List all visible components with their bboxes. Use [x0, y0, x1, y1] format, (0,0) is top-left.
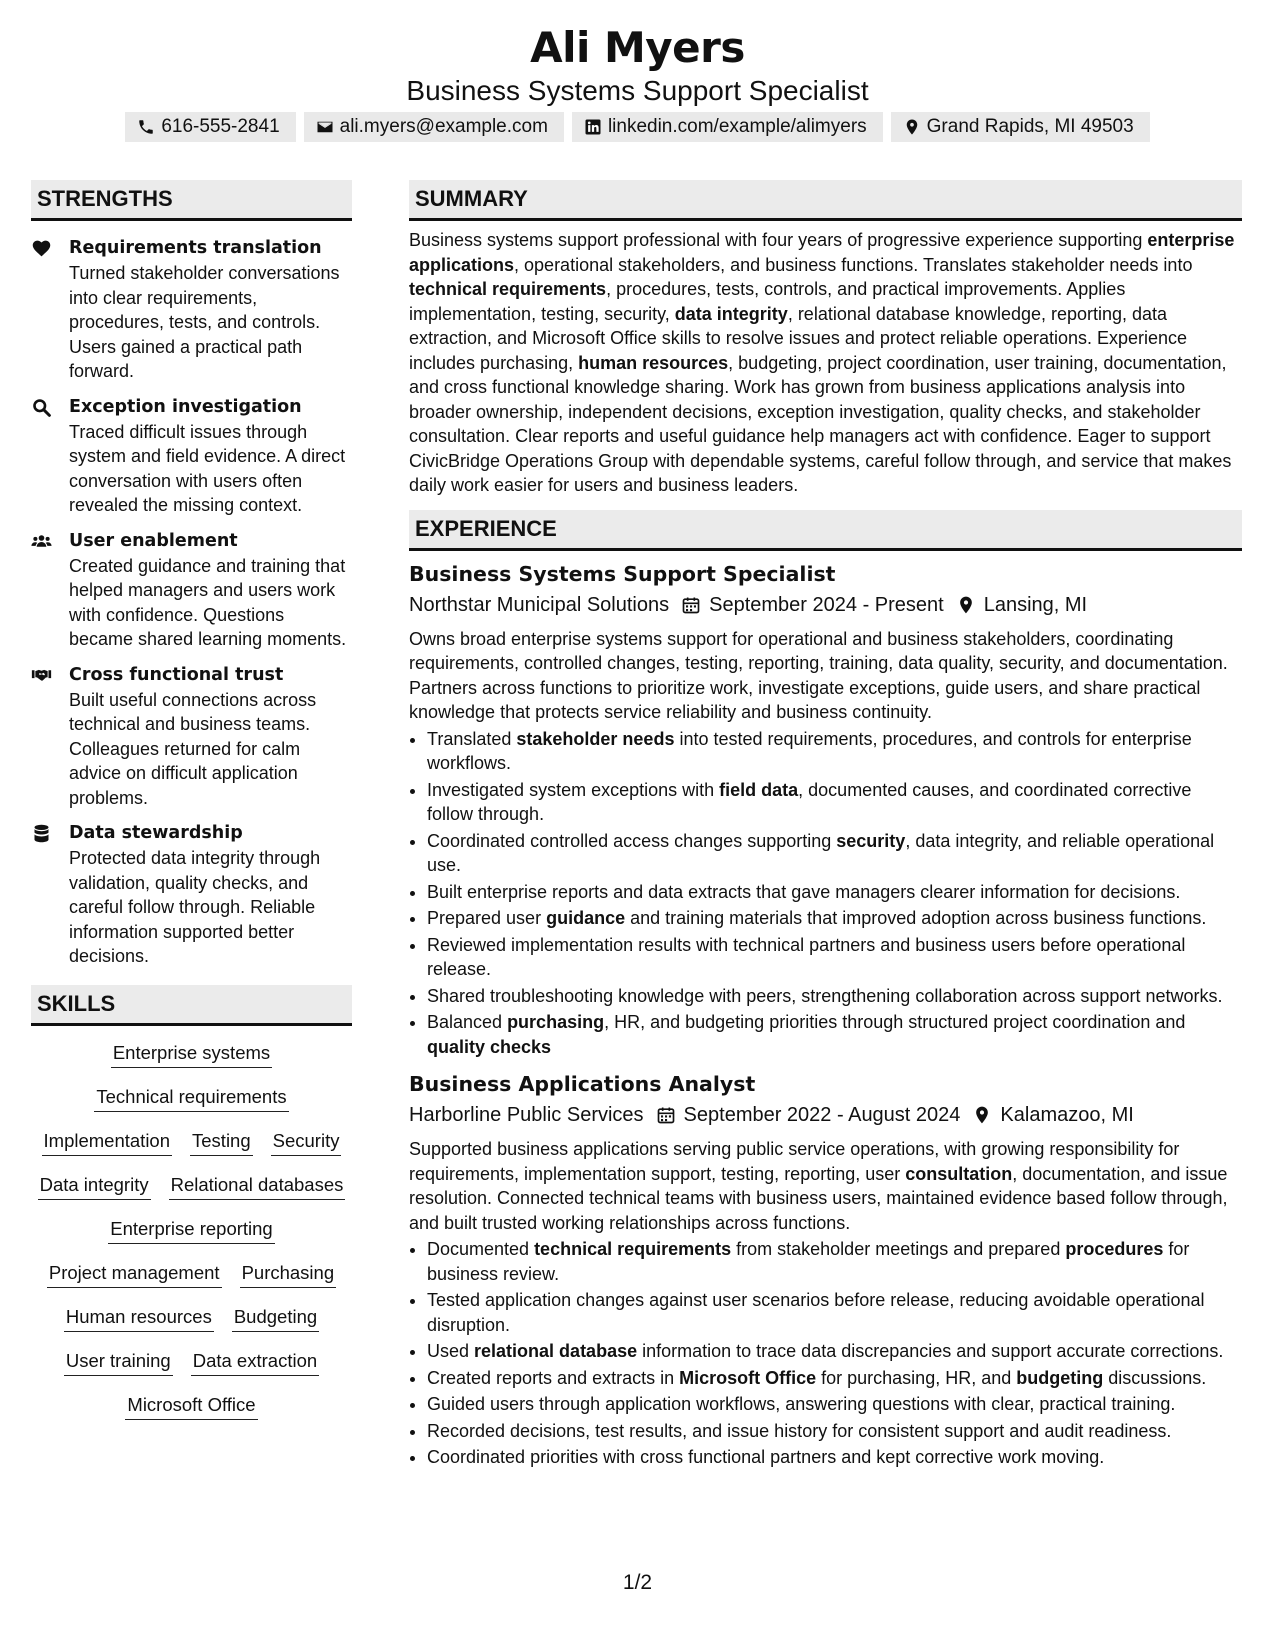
skill-tag: Security: [271, 1128, 342, 1156]
skill-tag: Implementation: [42, 1128, 172, 1156]
skill-row: [31, 1172, 352, 1200]
skill-tag: Enterprise reporting: [108, 1216, 274, 1244]
strength-item: [31, 820, 352, 969]
skill-row: [31, 1128, 352, 1156]
contact-phone[interactable]: [125, 112, 295, 142]
job-company: Northstar Municipal Solutions: [409, 593, 670, 616]
candidate-name: Ali Myers: [530, 23, 745, 72]
page-number: 1/2: [622, 1571, 653, 1594]
job-bullet: • Used relational database information to trace data discrepancies and support accurate corrections.: [427, 1339, 1242, 1364]
strength-item: [31, 394, 352, 518]
job-desc: Owns broad enterprise systems support for operational and business stakeholders, coordinating requirements, controlled changes, testing, reporting, training, data quality, security, and documentation. Partners across functions to prioritize work, investigate exceptions, guide users, and share practical knowledge that protects service reliability and business continuity.: [409, 628, 1228, 722]
skill-tag: Relational databases: [169, 1172, 346, 1200]
summary-heading: SUMMARY: [409, 180, 1242, 221]
skill-row: [31, 1216, 352, 1244]
contact-location: [891, 112, 1150, 142]
phone-icon: [137, 118, 155, 136]
job-entry: [409, 1069, 1242, 1470]
job-bullet: • Reviewed implementation results with technical partners and business users before operational release.: [427, 933, 1242, 982]
right-column: [409, 180, 1242, 1472]
strength-title: Exception investigation: [69, 396, 302, 417]
job-bullet: • Shared troubleshooting knowledge with peers, strengthening collaboration across support networks.: [427, 984, 1242, 1009]
job-company: Harborline Public Services: [409, 1104, 644, 1126]
skill-tag: Project management: [47, 1260, 222, 1288]
job-bullet: • Created reports and extracts in Microsoft Office for purchasing, HR, and budgeting discussions.: [427, 1366, 1242, 1391]
job-meta: [409, 589, 1242, 621]
skill-tag: Technical requirements: [94, 1084, 288, 1112]
job-bullet: • Prepared user guidance and training materials that improved adoption across business functions.: [427, 906, 1242, 931]
job-bullet: • Balanced purchasing, HR, and budgeting priorities through structured project coordination and quality checks: [427, 1010, 1242, 1059]
summary-text: Business systems support professional with four years of progressive experience supporting enterprise applications, operational stakeholders, and business functions. Translates stakeholder needs into technical requirements, procedures, tests, controls, and practical improvements. Applies implementation, testing, security, data integrity, relational database knowledge, reporting, data extraction, and Microsoft Office skills to resolve issues and protect reliable operations. Experience includes purchasing, human resources, budgeting, project coordination, user training, documentation, and cross functional knowledge sharing. Work has grown from business applications analysis into broader ownership, independent decisions, exception investigation, quality checks, and stakeholder consultation. Clear reports and useful guidance help managers act with confidence. Eager to support CivicBridge Operations Group with dependable systems, careful follow through, and service that makes daily work easier for users and business leaders.: [409, 230, 1235, 495]
job-bullet: • Tested application changes against user scenarios before release, reducing avoidable operational disruption.: [427, 1288, 1242, 1337]
contact-location-text: Grand Rapids, MI 49503: [926, 116, 1134, 137]
strength-item: [31, 662, 352, 811]
left-column: [31, 180, 352, 1436]
job-bullets: [409, 727, 1242, 1060]
strength-desc: Created guidance and training that helped managers and users work with confidence. Questions became shared learning moments.: [69, 555, 347, 649]
strength-title: Requirements translation: [69, 238, 322, 258]
skill-row: [31, 1084, 352, 1112]
contact-phone-text: 616-555-2841: [161, 116, 280, 137]
strengths-heading: STRENGTHS: [31, 180, 352, 221]
job-desc: Supported business applications serving public service operations, with growing responsibility for requirements, implementation support, testing, reporting, user consultation, documentation, and issue resolution. Connected technical teams with business users, maintained evidence based follow through, and built trusted working relationships across functions.: [409, 1139, 1228, 1233]
strength-desc: Built useful connections across technical and business teams. Colleagues returned for calm advice on difficult application problems.: [69, 689, 317, 808]
job-location: Kalamazoo, MI: [1000, 1104, 1134, 1126]
skill-row: [31, 1348, 352, 1376]
calendar-icon: [656, 1105, 676, 1125]
job-meta: [409, 1099, 1242, 1131]
candidate-title: Business Systems Support Specialist: [406, 75, 869, 106]
job-title: Business Systems Support Specialist: [409, 561, 836, 586]
contact-email[interactable]: [304, 112, 564, 142]
contact-linkedin-text: linkedin.com/example/alimyers: [607, 116, 867, 137]
skills-heading: SKILLS: [31, 985, 352, 1026]
skill-tag: Purchasing: [240, 1260, 337, 1288]
skill-tag: Budgeting: [232, 1304, 319, 1332]
skill-tag: Enterprise systems: [111, 1040, 272, 1068]
strength-title: User enablement: [69, 530, 238, 551]
job-title: Business Applications Analyst: [409, 1072, 756, 1096]
skill-row: [31, 1040, 352, 1068]
contact-bar: [0, 112, 1275, 142]
job-location: Lansing, MI: [983, 593, 1088, 616]
job-bullet: • Recorded decisions, test results, and issue history for consistent support and audit readiness.: [427, 1419, 1242, 1444]
skill-tag: User training: [64, 1348, 173, 1376]
skill-row: [31, 1260, 352, 1288]
search-icon: [31, 397, 52, 418]
handshake-icon: [31, 665, 52, 686]
job-bullet: • Built enterprise reports and data extracts that gave managers clearer information for decisions.: [427, 880, 1242, 905]
location-icon: [956, 595, 976, 615]
contact-linkedin[interactable]: [572, 112, 883, 142]
strength-item: [31, 235, 352, 384]
calendar-icon: [681, 595, 701, 615]
skill-tag: Microsoft Office: [125, 1392, 257, 1420]
heart-icon: [31, 238, 52, 259]
strengths-list: [31, 235, 352, 969]
job-bullets: [409, 1237, 1242, 1470]
location-icon: [903, 118, 921, 136]
skills-list: [31, 1040, 352, 1420]
strength-title: Data stewardship: [69, 823, 243, 843]
linkedin-icon: [584, 118, 602, 136]
users-icon: [31, 531, 52, 552]
job-dates: September 2022 - August 2024: [683, 1104, 961, 1126]
job-bullet: • Guided users through application workflows, answering questions with clear, practical training.: [427, 1392, 1242, 1417]
strength-desc: Turned stakeholder conversations into clear requirements, procedures, tests, and controls. Users gained a practical path forward.: [69, 263, 340, 381]
contact-email-text: ali.myers@example.com: [339, 116, 548, 137]
job-bullet: • Investigated system exceptions with field data, documented causes, and coordinated corrective follow through.: [427, 778, 1242, 827]
skill-tag: Data integrity: [38, 1172, 151, 1200]
job-bullet: • Coordinated controlled access changes supporting security, data integrity, and reliable operational use.: [427, 829, 1242, 878]
experience-heading: EXPERIENCE: [409, 510, 1242, 551]
job-bullet: • Coordinated priorities with cross functional partners and kept corrective work moving.: [427, 1445, 1242, 1470]
skill-row: [31, 1392, 352, 1420]
skill-tag: Data extraction: [191, 1348, 319, 1376]
strength-desc: Traced difficult issues through system and field evidence. A direct conversation with users often revealed the missing context.: [69, 421, 346, 515]
job-bullet: • Documented technical requirements from stakeholder meetings and prepared procedures for business review.: [427, 1237, 1242, 1286]
location-icon: [972, 1105, 992, 1125]
job-dates: September 2024 - Present: [709, 593, 944, 616]
database-icon: [31, 823, 52, 844]
skill-row: [31, 1304, 352, 1332]
strength-desc: Protected data integrity through validation, quality checks, and careful follow through. Reliable information supported better decisions.: [69, 848, 321, 966]
job-bullet: • Translated stakeholder needs into tested requirements, procedures, and controls for enterprise workflows.: [427, 727, 1242, 776]
strength-item: [31, 528, 352, 652]
skill-tag: Testing: [190, 1128, 253, 1156]
job-entry: [409, 559, 1242, 1060]
strength-title: Cross functional trust: [69, 664, 284, 685]
resume-header: [0, 0, 1275, 142]
skill-tag: Human resources: [64, 1304, 214, 1332]
email-icon: [316, 118, 334, 136]
